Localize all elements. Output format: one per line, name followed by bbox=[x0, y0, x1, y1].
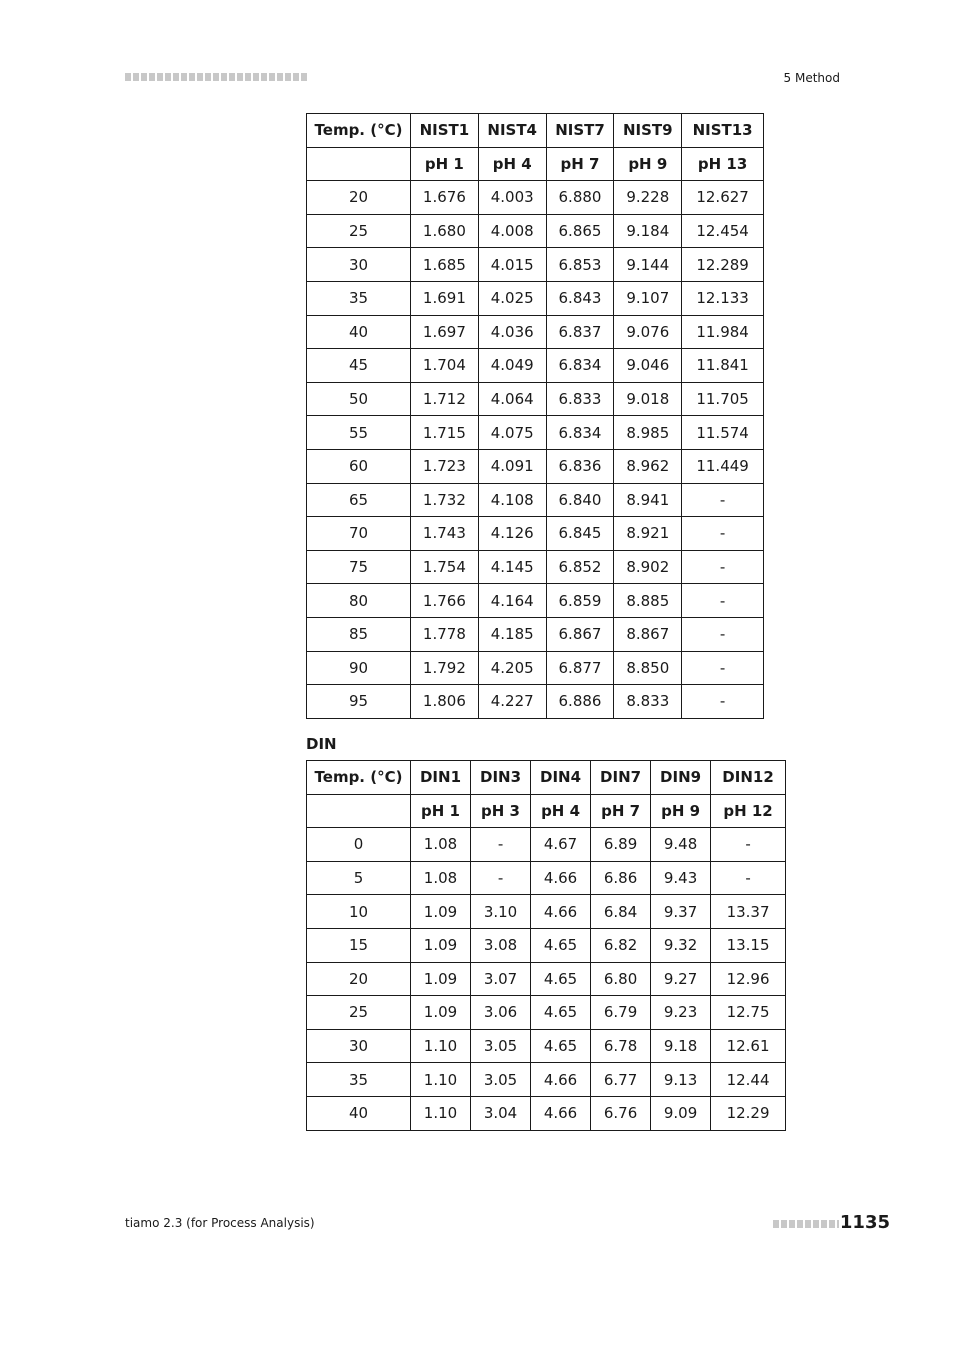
nist-header-cell: NIST9 bbox=[614, 114, 682, 148]
din-header-cell: DIN3 bbox=[471, 761, 531, 795]
nist-table-cell: 6.880 bbox=[546, 181, 614, 215]
nist-table-cell: 9.107 bbox=[614, 281, 682, 315]
din-table-cell: 9.23 bbox=[651, 996, 711, 1030]
din-table-cell: 6.84 bbox=[591, 895, 651, 929]
nist-table-cell: 35 bbox=[307, 281, 411, 315]
nist-subheader-cell: pH 7 bbox=[546, 147, 614, 181]
din-table-cell: 20 bbox=[307, 962, 411, 996]
nist-table-cell: 45 bbox=[307, 349, 411, 383]
din-table-cell: 4.67 bbox=[531, 828, 591, 862]
nist-table-cell: - bbox=[682, 617, 764, 651]
din-table-cell: 6.80 bbox=[591, 962, 651, 996]
nist-table-cell: 8.850 bbox=[614, 651, 682, 685]
nist-table-cell: 6.833 bbox=[546, 382, 614, 416]
nist-table-cell: 6.837 bbox=[546, 315, 614, 349]
din-table-cell: 1.08 bbox=[411, 861, 471, 895]
nist-table-cell: 8.867 bbox=[614, 617, 682, 651]
din-table-row bbox=[307, 1029, 786, 1063]
nist-table-row bbox=[307, 449, 764, 483]
din-header-cell: DIN4 bbox=[531, 761, 591, 795]
nist-table-row bbox=[307, 181, 764, 215]
din-table-cell: 9.18 bbox=[651, 1029, 711, 1063]
din-table-cell: 15 bbox=[307, 928, 411, 962]
din-table-cell: 4.66 bbox=[531, 1063, 591, 1097]
din-table-cell: 6.76 bbox=[591, 1096, 651, 1130]
nist-table-cell: 8.985 bbox=[614, 416, 682, 450]
nist-table-cell: 1.680 bbox=[411, 214, 479, 248]
din-header-row bbox=[307, 761, 786, 795]
din-table-row bbox=[307, 928, 786, 962]
nist-table-cell: 9.228 bbox=[614, 181, 682, 215]
nist-table-cell: 1.697 bbox=[411, 315, 479, 349]
nist-table-row bbox=[307, 416, 764, 450]
nist-subheader-cell: pH 9 bbox=[614, 147, 682, 181]
nist-table-row bbox=[307, 382, 764, 416]
din-table-cell: 6.82 bbox=[591, 928, 651, 962]
nist-table-cell: 4.145 bbox=[478, 550, 546, 584]
din-table-cell: 13.15 bbox=[711, 928, 786, 962]
din-table-cell: 9.37 bbox=[651, 895, 711, 929]
din-table-cell: 4.65 bbox=[531, 1029, 591, 1063]
nist-table-cell: - bbox=[682, 584, 764, 618]
din-table-cell: 3.08 bbox=[471, 928, 531, 962]
nist-table-cell: 9.046 bbox=[614, 349, 682, 383]
nist-table-cell: 20 bbox=[307, 181, 411, 215]
nist-table-row bbox=[307, 248, 764, 282]
nist-table-cell: 4.075 bbox=[478, 416, 546, 450]
nist-subheader-cell: pH 4 bbox=[478, 147, 546, 181]
din-header-cell: DIN7 bbox=[591, 761, 651, 795]
nist-header-cell: NIST4 bbox=[478, 114, 546, 148]
nist-table-cell: 4.008 bbox=[478, 214, 546, 248]
din-table-cell: 9.09 bbox=[651, 1096, 711, 1130]
din-table-row bbox=[307, 861, 786, 895]
din-table-cell: 9.32 bbox=[651, 928, 711, 962]
nist-table-cell: 12.627 bbox=[682, 181, 764, 215]
nist-header-cell: NIST13 bbox=[682, 114, 764, 148]
nist-table-cell: 6.840 bbox=[546, 483, 614, 517]
nist-table-row bbox=[307, 550, 764, 584]
din-table-cell: 1.08 bbox=[411, 828, 471, 862]
nist-table-cell: 1.712 bbox=[411, 382, 479, 416]
din-table-cell: 35 bbox=[307, 1063, 411, 1097]
nist-table-cell: 1.792 bbox=[411, 651, 479, 685]
nist-table-cell: 6.845 bbox=[546, 517, 614, 551]
din-table-cell: 12.75 bbox=[711, 996, 786, 1030]
din-table-cell: 4.65 bbox=[531, 996, 591, 1030]
din-subheader-cell: pH 7 bbox=[591, 794, 651, 828]
nist-table-cell: 11.705 bbox=[682, 382, 764, 416]
din-subheader-cell: pH 9 bbox=[651, 794, 711, 828]
nist-table-cell: - bbox=[682, 483, 764, 517]
din-table-row bbox=[307, 895, 786, 929]
din-table-row bbox=[307, 1096, 786, 1130]
din-table-cell: 5 bbox=[307, 861, 411, 895]
nist-table-cell: 1.743 bbox=[411, 517, 479, 551]
din-table-row bbox=[307, 828, 786, 862]
din-table-cell: 9.27 bbox=[651, 962, 711, 996]
din-table-row bbox=[307, 996, 786, 1030]
din-table-cell: 4.66 bbox=[531, 895, 591, 929]
nist-table-cell: 4.003 bbox=[478, 181, 546, 215]
din-table-cell: 4.66 bbox=[531, 1096, 591, 1130]
din-table-cell: 3.05 bbox=[471, 1063, 531, 1097]
din-table-cell: 1.09 bbox=[411, 895, 471, 929]
din-table-row bbox=[307, 962, 786, 996]
nist-table-cell: 4.185 bbox=[478, 617, 546, 651]
din-table-cell: 1.10 bbox=[411, 1096, 471, 1130]
footer-product-name: tiamo 2.3 (for Process Analysis) bbox=[125, 1216, 315, 1230]
din-table-cell: 6.77 bbox=[591, 1063, 651, 1097]
nist-table-cell: 4.036 bbox=[478, 315, 546, 349]
din-table-cell: 40 bbox=[307, 1096, 411, 1130]
din-buffer-table bbox=[306, 760, 786, 1131]
din-header-cell: DIN12 bbox=[711, 761, 786, 795]
header-decoration bbox=[125, 73, 307, 81]
nist-header-cell: Temp. (°C) bbox=[307, 114, 411, 148]
nist-table-cell: 1.715 bbox=[411, 416, 479, 450]
din-table-cell: 9.48 bbox=[651, 828, 711, 862]
nist-table-row bbox=[307, 651, 764, 685]
din-table-cell: 4.65 bbox=[531, 962, 591, 996]
nist-subheader-row bbox=[307, 147, 764, 181]
nist-table-cell: 95 bbox=[307, 685, 411, 719]
din-table-cell: 3.07 bbox=[471, 962, 531, 996]
nist-table-cell: 30 bbox=[307, 248, 411, 282]
nist-table-cell: 9.184 bbox=[614, 214, 682, 248]
din-table-cell: 12.61 bbox=[711, 1029, 786, 1063]
nist-table-cell: 9.144 bbox=[614, 248, 682, 282]
nist-table-cell: 6.853 bbox=[546, 248, 614, 282]
nist-header-row bbox=[307, 114, 764, 148]
nist-table-row bbox=[307, 617, 764, 651]
nist-table-cell: 6.836 bbox=[546, 449, 614, 483]
nist-table-cell: 4.126 bbox=[478, 517, 546, 551]
nist-table-cell: 1.732 bbox=[411, 483, 479, 517]
nist-table-cell: 60 bbox=[307, 449, 411, 483]
nist-table-row bbox=[307, 685, 764, 719]
nist-table-cell: 1.723 bbox=[411, 449, 479, 483]
nist-table-cell: 8.902 bbox=[614, 550, 682, 584]
nist-table-cell: 4.227 bbox=[478, 685, 546, 719]
nist-table-cell: 8.941 bbox=[614, 483, 682, 517]
din-table-cell: 12.29 bbox=[711, 1096, 786, 1130]
din-table-cell: 3.06 bbox=[471, 996, 531, 1030]
din-table-cell: 6.79 bbox=[591, 996, 651, 1030]
nist-table-row bbox=[307, 315, 764, 349]
nist-table-row bbox=[307, 584, 764, 618]
nist-table-cell: 6.886 bbox=[546, 685, 614, 719]
din-table-cell: 1.10 bbox=[411, 1063, 471, 1097]
din-table-cell: 12.44 bbox=[711, 1063, 786, 1097]
din-header-cell: DIN9 bbox=[651, 761, 711, 795]
din-table-cell: 4.66 bbox=[531, 861, 591, 895]
nist-table-cell: 55 bbox=[307, 416, 411, 450]
nist-table-cell: 75 bbox=[307, 550, 411, 584]
din-subheader-cell: pH 1 bbox=[411, 794, 471, 828]
nist-header-cell: NIST1 bbox=[411, 114, 479, 148]
din-table-cell: 1.09 bbox=[411, 996, 471, 1030]
din-table-cell: - bbox=[471, 861, 531, 895]
nist-table-cell: 4.108 bbox=[478, 483, 546, 517]
nist-table-cell: 80 bbox=[307, 584, 411, 618]
din-subheader-cell: pH 12 bbox=[711, 794, 786, 828]
din-section-title: DIN bbox=[306, 735, 337, 753]
din-table-cell: 25 bbox=[307, 996, 411, 1030]
nist-table-cell: 65 bbox=[307, 483, 411, 517]
din-table-cell: 3.05 bbox=[471, 1029, 531, 1063]
din-table-cell: - bbox=[471, 828, 531, 862]
din-table-cell: 1.09 bbox=[411, 962, 471, 996]
nist-table-cell: 85 bbox=[307, 617, 411, 651]
nist-table-cell: 8.962 bbox=[614, 449, 682, 483]
nist-table-cell: 6.865 bbox=[546, 214, 614, 248]
din-subheader-cell: pH 4 bbox=[531, 794, 591, 828]
nist-table-cell: - bbox=[682, 517, 764, 551]
nist-table-cell: 50 bbox=[307, 382, 411, 416]
nist-table-cell: 12.289 bbox=[682, 248, 764, 282]
nist-table-cell: 6.867 bbox=[546, 617, 614, 651]
din-table-cell: 3.04 bbox=[471, 1096, 531, 1130]
footer-decoration bbox=[773, 1220, 839, 1228]
nist-table-cell: 11.449 bbox=[682, 449, 764, 483]
nist-table-cell: 8.885 bbox=[614, 584, 682, 618]
din-subheader-row bbox=[307, 794, 786, 828]
nist-table-row bbox=[307, 349, 764, 383]
din-table-cell: 10 bbox=[307, 895, 411, 929]
nist-subheader-cell: pH 13 bbox=[682, 147, 764, 181]
nist-table-cell: 6.843 bbox=[546, 281, 614, 315]
nist-table-cell: 4.025 bbox=[478, 281, 546, 315]
nist-subheader-cell bbox=[307, 147, 411, 181]
nist-table-row bbox=[307, 281, 764, 315]
nist-table-cell: 25 bbox=[307, 214, 411, 248]
din-table-cell: 6.86 bbox=[591, 861, 651, 895]
nist-table-cell: 4.049 bbox=[478, 349, 546, 383]
nist-table-cell: - bbox=[682, 651, 764, 685]
nist-table-cell: 90 bbox=[307, 651, 411, 685]
nist-table-cell: 1.754 bbox=[411, 550, 479, 584]
header-section-title: 5 Method bbox=[783, 71, 840, 85]
nist-table-cell: 11.984 bbox=[682, 315, 764, 349]
nist-table-cell: 11.841 bbox=[682, 349, 764, 383]
nist-table-cell: 1.676 bbox=[411, 181, 479, 215]
nist-table-cell: 9.076 bbox=[614, 315, 682, 349]
din-table-cell: 1.09 bbox=[411, 928, 471, 962]
din-table-cell: 9.43 bbox=[651, 861, 711, 895]
nist-table-row bbox=[307, 214, 764, 248]
din-table-cell: 12.96 bbox=[711, 962, 786, 996]
nist-table-cell: 12.133 bbox=[682, 281, 764, 315]
nist-table-cell: 4.164 bbox=[478, 584, 546, 618]
nist-table-cell: 70 bbox=[307, 517, 411, 551]
nist-table-cell: 1.766 bbox=[411, 584, 479, 618]
din-table-row bbox=[307, 1063, 786, 1097]
din-table-cell: - bbox=[711, 861, 786, 895]
din-table-cell: - bbox=[711, 828, 786, 862]
nist-table-cell: 1.704 bbox=[411, 349, 479, 383]
nist-table-cell: 6.852 bbox=[546, 550, 614, 584]
nist-table-cell: 1.685 bbox=[411, 248, 479, 282]
nist-table-cell: 4.205 bbox=[478, 651, 546, 685]
nist-table-cell: 9.018 bbox=[614, 382, 682, 416]
din-table-cell: 6.78 bbox=[591, 1029, 651, 1063]
nist-table-cell: 6.877 bbox=[546, 651, 614, 685]
din-table-cell: 4.65 bbox=[531, 928, 591, 962]
nist-subheader-cell: pH 1 bbox=[411, 147, 479, 181]
nist-table-cell: 8.921 bbox=[614, 517, 682, 551]
nist-table-cell: 6.834 bbox=[546, 416, 614, 450]
nist-buffer-table bbox=[306, 113, 764, 719]
din-table-cell: 3.10 bbox=[471, 895, 531, 929]
nist-table-row bbox=[307, 517, 764, 551]
nist-table-cell: 6.834 bbox=[546, 349, 614, 383]
nist-table-cell: 40 bbox=[307, 315, 411, 349]
nist-table-cell: 4.015 bbox=[478, 248, 546, 282]
nist-table-cell: 1.691 bbox=[411, 281, 479, 315]
nist-table-cell: 12.454 bbox=[682, 214, 764, 248]
nist-table-cell: 11.574 bbox=[682, 416, 764, 450]
din-table-cell: 9.13 bbox=[651, 1063, 711, 1097]
din-table-cell: 1.10 bbox=[411, 1029, 471, 1063]
din-subheader-cell bbox=[307, 794, 411, 828]
nist-table-cell: 4.091 bbox=[478, 449, 546, 483]
nist-header-cell: NIST7 bbox=[546, 114, 614, 148]
nist-table-row bbox=[307, 483, 764, 517]
din-table-cell: 30 bbox=[307, 1029, 411, 1063]
nist-table-cell: - bbox=[682, 685, 764, 719]
din-table-cell: 0 bbox=[307, 828, 411, 862]
din-header-cell: Temp. (°C) bbox=[307, 761, 411, 795]
nist-table-cell: 8.833 bbox=[614, 685, 682, 719]
din-header-cell: DIN1 bbox=[411, 761, 471, 795]
nist-table-cell: - bbox=[682, 550, 764, 584]
din-table-cell: 6.89 bbox=[591, 828, 651, 862]
page-number: 1135 bbox=[839, 1212, 890, 1233]
nist-table-cell: 6.859 bbox=[546, 584, 614, 618]
nist-table-cell: 4.064 bbox=[478, 382, 546, 416]
din-subheader-cell: pH 3 bbox=[471, 794, 531, 828]
nist-table-cell: 1.778 bbox=[411, 617, 479, 651]
nist-table-cell: 1.806 bbox=[411, 685, 479, 719]
din-table-cell: 13.37 bbox=[711, 895, 786, 929]
